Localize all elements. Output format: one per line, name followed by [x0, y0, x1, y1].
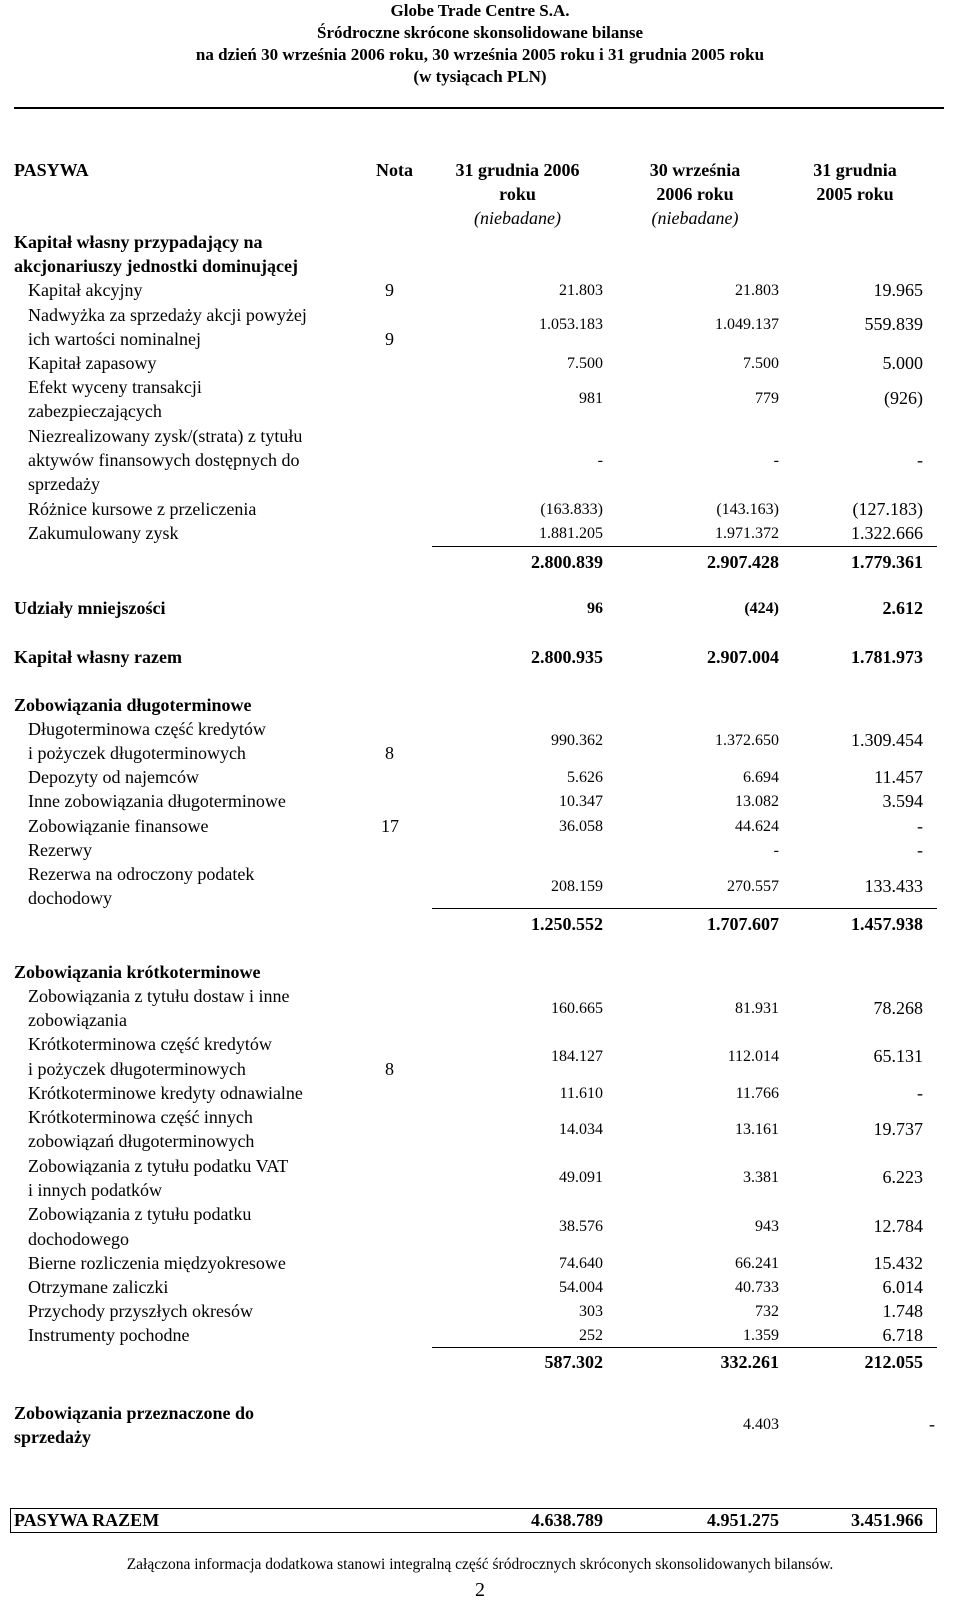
row-nota: 8 — [385, 743, 394, 763]
row-value-col3: 1.309.454 — [851, 730, 923, 750]
row-value-col3: 65.131 — [873, 1046, 923, 1066]
column-header-2-note: (niebadane) — [651, 208, 739, 228]
row-value-col2: 3.381 — [743, 1169, 779, 1186]
row-value-col3: - — [917, 450, 923, 470]
row-value-col2: 40.733 — [735, 1279, 779, 1296]
grand-total-col1: 4.638.789 — [531, 1510, 603, 1530]
row-value-col1: 54.004 — [559, 1279, 603, 1296]
row-value-col1: 990.362 — [551, 732, 603, 749]
row-value-col2: - — [773, 842, 779, 859]
column-header-1 — [430, 158, 605, 230]
row-value-col3: 6.014 — [882, 1277, 923, 1297]
equity-subtotal-col1: 2.800.839 — [531, 552, 603, 572]
row-value-col3: 12.784 — [873, 1216, 923, 1236]
row-value-col1: 38.576 — [559, 1218, 603, 1235]
row-label-line1: Zobowiązania z tytułu podatku — [28, 1204, 252, 1224]
grand-total-label: PASYWA RAZEM — [14, 1510, 160, 1530]
row-label-line1: Rezerwa na odroczony podatek — [28, 864, 255, 884]
row-value-col1: 160.665 — [551, 1000, 603, 1017]
row-value-col1: 184.127 — [551, 1048, 603, 1065]
row-value-col2: 7.500 — [743, 355, 779, 372]
row-value-col3: 15.432 — [873, 1253, 923, 1273]
short-term-total-col3: 212.055 — [864, 1352, 923, 1372]
footer-note: Załączona informacja dodatkowa stanowi integralną część śródrocznych skróconych skonsolidowanych bilansów. — [126, 1556, 834, 1573]
row-value-col2: 44.624 — [735, 818, 779, 835]
row-label-line2: zobowiązania — [28, 1010, 127, 1030]
column-header-1-note: (niebadane) — [474, 208, 561, 228]
row-label-line1: Długoterminowa część kredytów — [28, 719, 266, 739]
column-header-2-line1: 30 września — [649, 160, 741, 180]
row-value-col2: 1.971.372 — [715, 525, 779, 542]
row-label-line1: Krótkoterminowa część innych — [28, 1107, 253, 1127]
row-value-col1: 208.159 — [551, 878, 603, 895]
held-for-sale-col2: 4.403 — [743, 1416, 779, 1433]
report-title: Śródroczne skrócone skonsolidowane bilanse — [316, 23, 644, 42]
row-value-col2: 13.082 — [735, 793, 779, 810]
row-label-line1: Krótkoterminowa część kredytów — [28, 1034, 272, 1054]
row-value-col3: 6.718 — [882, 1325, 923, 1345]
row-value-col1: 303 — [579, 1303, 603, 1320]
minority-label: Udziały mniejszości — [14, 598, 166, 618]
column-header-3 — [780, 158, 930, 206]
row-value-col3: - — [917, 840, 923, 860]
grand-total-col3: 3.451.966 — [851, 1510, 923, 1530]
subtotal-rule — [432, 908, 937, 909]
subtotal-rule — [432, 546, 937, 547]
short-term-heading: Zobowiązania krótkoterminowe — [14, 962, 261, 982]
row-value-col1: 10.347 — [559, 793, 603, 810]
row-value-col2: 943 — [755, 1218, 779, 1235]
row-value-col2: 270.557 — [727, 878, 779, 895]
row-value-col2: 81.931 — [735, 1000, 779, 1017]
row-value-col3: 19.737 — [873, 1119, 923, 1139]
row-value-col1: 5.626 — [567, 769, 603, 786]
row-value-col3: 1.322.666 — [851, 523, 923, 543]
long-term-total-col3: 1.457.938 — [851, 914, 923, 934]
row-label-line2: aktywów finansowych dostępnych do — [28, 450, 300, 470]
row-label: Kapitał akcyjny — [28, 280, 143, 300]
row-value-col2: 112.014 — [727, 1048, 779, 1065]
section-label: PASYWA — [14, 160, 89, 180]
column-header-2-line2: 2006 roku — [656, 184, 734, 204]
row-value-col3: 133.433 — [864, 876, 923, 896]
row-value-col1: 21.803 — [559, 282, 603, 299]
row-value-col1: 1.053.183 — [539, 316, 603, 333]
row-value-col3: 11.457 — [874, 767, 923, 787]
held-for-sale-col3: - — [929, 1414, 935, 1434]
row-label-line1: Nadwyżka za sprzedaży akcji powyżej — [28, 305, 307, 325]
row-value-col2: 21.803 — [735, 282, 779, 299]
row-value-col3: 1.748 — [882, 1301, 923, 1321]
row-value-col3: (926) — [884, 388, 923, 408]
column-header-3-line1: 31 grudnia — [813, 160, 897, 180]
row-value-col1: (163.833) — [540, 501, 603, 518]
row-value-col1: 49.091 — [559, 1169, 603, 1186]
minority-col1: 96 — [587, 600, 603, 617]
row-value-col2: 66.241 — [735, 1255, 779, 1272]
row-nota: 8 — [385, 1059, 394, 1079]
row-label-line2: ich wartości nominalnej — [28, 329, 201, 349]
column-header-2 — [610, 158, 780, 230]
row-value-col3: 5.000 — [882, 353, 923, 373]
row-label: Zakumulowany zysk — [28, 523, 179, 543]
row-value-col3: (127.183) — [852, 499, 923, 519]
equity-heading-line1: Kapitał własny przypadający na — [14, 232, 263, 252]
short-term-total-col2: 332.261 — [720, 1352, 779, 1372]
row-value-col2: 732 — [755, 1303, 779, 1320]
row-label: Otrzymane zaliczki — [28, 1277, 169, 1297]
equity-subtotal-col2: 2.907.428 — [707, 552, 779, 572]
row-value-col3: 6.223 — [882, 1167, 923, 1187]
row-value-col2: 11.766 — [735, 1085, 779, 1102]
row-value-col3: - — [917, 816, 923, 836]
row-value-col2: 1.359 — [743, 1327, 779, 1344]
row-value-col3: 19.965 — [873, 280, 923, 300]
row-value-col1: 1.881.205 — [539, 525, 603, 542]
held-for-sale-label-line1: Zobowiązania przeznaczone do — [14, 1403, 254, 1423]
row-value-col1: 36.058 — [559, 818, 603, 835]
row-value-col1: 74.640 — [559, 1255, 603, 1272]
row-label: Depozyty od najemców — [28, 767, 199, 787]
equity-total-col3: 1.781.973 — [851, 647, 923, 667]
row-nota: 9 — [385, 329, 394, 349]
page-number: 2 — [475, 1579, 485, 1601]
grand-total-col2: 4.951.275 — [707, 1510, 779, 1530]
equity-subtotal-col3: 1.779.361 — [851, 552, 923, 572]
row-label: Rezerwy — [28, 840, 92, 860]
row-label: Inne zobowiązania długoterminowe — [28, 791, 286, 811]
row-value-col2: 13.161 — [735, 1121, 779, 1138]
row-value-col2: - — [773, 452, 779, 469]
row-value-col3: 559.839 — [864, 314, 923, 334]
row-value-col1: - — [597, 452, 603, 469]
row-label-line2: i pożyczek długoterminowych — [28, 1059, 246, 1079]
company-name: Globe Trade Centre S.A. — [390, 1, 570, 20]
row-value-col3: 3.594 — [882, 791, 923, 811]
row-label: Krótkoterminowe kredyty odnawialne — [28, 1083, 303, 1103]
short-term-total-col1: 587.302 — [544, 1352, 603, 1372]
long-term-total-col2: 1.707.607 — [707, 914, 779, 934]
row-label: Zobowiązanie finansowe — [28, 816, 209, 836]
header-divider — [14, 107, 944, 109]
row-value-col2: 6.694 — [743, 769, 779, 786]
column-header-1-line2: roku — [499, 184, 536, 204]
subtotal-rule — [432, 1347, 937, 1348]
equity-heading-line2: akcjonariuszy jednostki dominującej — [14, 256, 299, 276]
minority-col3: 2.612 — [882, 598, 923, 618]
row-label-line2: zabezpieczających — [28, 401, 162, 421]
row-label-line3: sprzedaży — [28, 474, 100, 494]
row-value-col3: - — [917, 1083, 923, 1103]
row-value-col1: 14.034 — [559, 1121, 603, 1138]
row-value-col1: 7.500 — [567, 355, 603, 372]
row-label-line1: Efekt wyceny transakcji — [28, 377, 202, 397]
long-term-total-col1: 1.250.552 — [531, 914, 603, 934]
row-nota: 9 — [385, 280, 394, 300]
row-label-line2: zobowiązań długoterminowych — [28, 1131, 255, 1151]
row-value-col2: 1.049.137 — [715, 316, 779, 333]
equity-total-label: Kapitał własny razem — [14, 647, 182, 667]
row-label: Różnice kursowe z przeliczenia — [28, 499, 257, 519]
long-term-heading: Zobowiązania długoterminowe — [14, 695, 252, 715]
row-label-line1: Zobowiązania z tytułu podatku VAT — [28, 1156, 289, 1176]
column-header-1-line1: 31 grudnia 2006 — [455, 160, 580, 180]
held-for-sale-label-line2: sprzedaży — [14, 1427, 91, 1447]
row-value-col2: 1.372.650 — [715, 732, 779, 749]
row-value-col3: 78.268 — [873, 998, 923, 1018]
row-label-line1: Zobowiązania z tytułu dostaw i inne — [28, 986, 290, 1006]
report-subtitle: na dzień 30 września 2006 roku, 30 września 2005 roku i 31 grudnia 2005 roku — [195, 45, 765, 64]
report-unit: (w tysiącach PLN) — [413, 67, 547, 86]
row-value-col1: 11.610 — [559, 1085, 603, 1102]
row-value-col1: 252 — [579, 1327, 603, 1344]
row-label-line1: Niezrealizowany zysk/(strata) z tytułu — [28, 426, 303, 446]
row-label: Bierne rozliczenia międzyokresowe — [28, 1253, 286, 1273]
row-nota: 17 — [381, 816, 399, 836]
equity-total-col2: 2.907.004 — [707, 647, 779, 667]
row-label-line2: dochodowego — [28, 1229, 129, 1249]
row-label: Przychody przyszłych okresów — [28, 1301, 253, 1321]
row-value-col1: 981 — [579, 390, 603, 407]
column-header-3-line2: 2005 roku — [816, 184, 894, 204]
row-label-line2: dochodowy — [28, 888, 112, 908]
nota-header: Nota — [376, 160, 413, 180]
row-label: Instrumenty pochodne — [28, 1325, 190, 1345]
minority-col2: (424) — [744, 600, 779, 617]
document-header — [0, 0, 960, 88]
row-value-col2: 779 — [755, 390, 779, 407]
row-label-line2: i innych podatków — [28, 1180, 162, 1200]
row-label-line2: i pożyczek długoterminowych — [28, 743, 246, 763]
equity-total-col1: 2.800.935 — [531, 647, 603, 667]
row-label: Kapitał zapasowy — [28, 353, 157, 373]
row-value-col2: (143.163) — [716, 501, 779, 518]
